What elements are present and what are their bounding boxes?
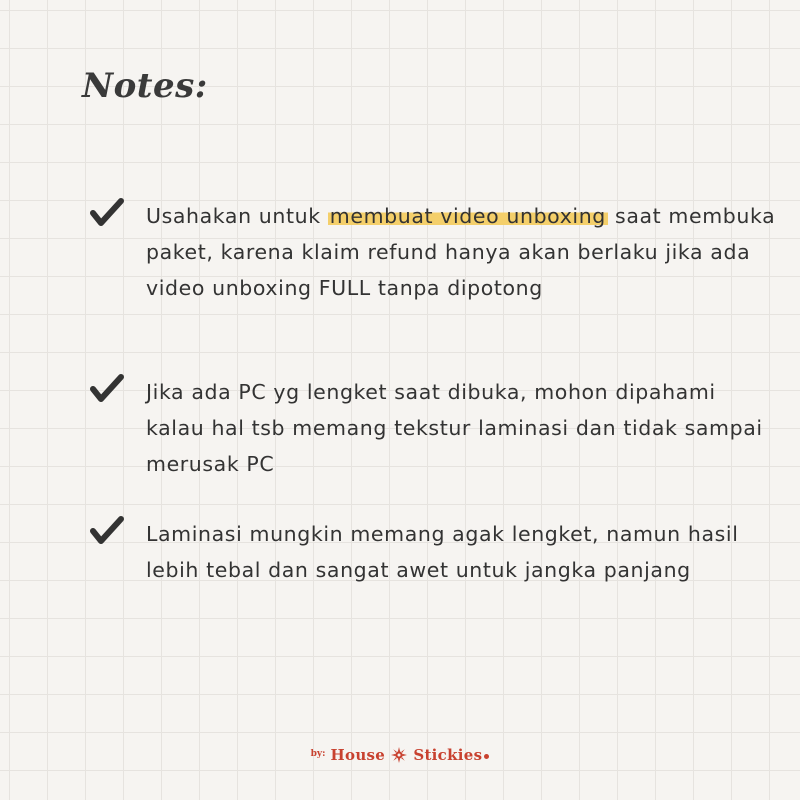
brand-dot xyxy=(484,754,489,759)
sun-star-icon xyxy=(391,747,407,763)
note-text-1 xyxy=(146,198,776,306)
brand-by-label: by: xyxy=(310,749,326,759)
check-icon xyxy=(90,516,124,546)
brand-name-right: Stickies xyxy=(413,746,483,764)
check-icon xyxy=(90,374,124,404)
check-icon xyxy=(90,198,124,228)
note-text-1-end: saat membuka paket, karena klaim refund hanya akan berlaku jika ada video unboxing FULL tanpa dipotong xyxy=(146,204,776,300)
brand-name-left: House xyxy=(330,746,386,764)
note-text-3: Laminasi mungkin memang agak lengket, namun hasil lebih tebal dan sangat awet untuk jangka panjang xyxy=(146,522,739,582)
highlighted-phrase: membuat video unboxing xyxy=(329,204,606,228)
note-text-1-start: Usahakan untuk xyxy=(146,204,328,228)
page-title: Notes: xyxy=(82,66,208,106)
brand-logo xyxy=(0,745,800,764)
note-text-2: Jika ada PC yg lengket saat dibuka, mohon dipahami kalau hal tsb memang tekstur laminasi dan tidak sampai merusak PC xyxy=(146,380,763,476)
